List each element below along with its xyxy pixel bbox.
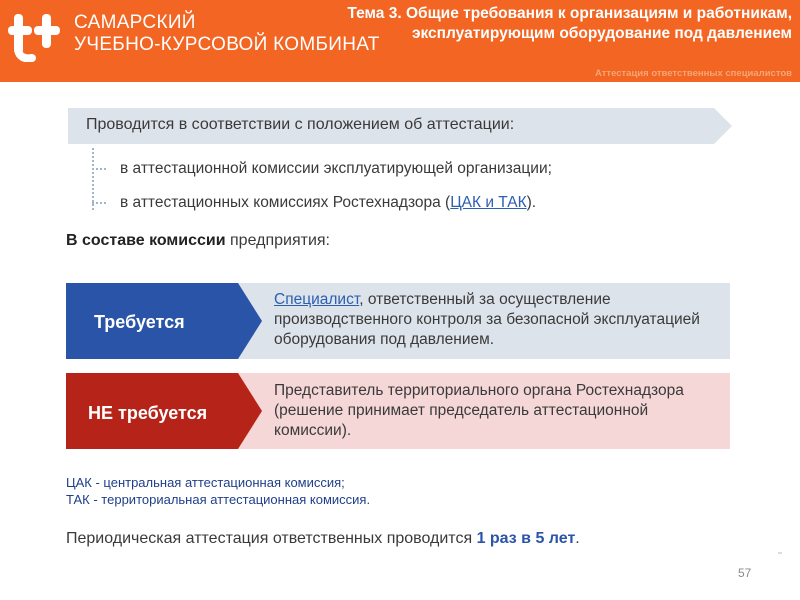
required-description: , ответственный за осуществление производственного контроля за безопасной эксплуатацией оборудования под давлением.	[274, 291, 700, 348]
dotted-bullet-icon	[92, 168, 106, 170]
not-required-text: Представитель территориального органа Ростехнадзора (решение принимает председатель аттестационной комиссии).	[274, 382, 684, 439]
dotted-bullet-icon	[92, 202, 106, 204]
composition-bold: В составе комиссии	[66, 232, 226, 249]
composition-rest: предприятия:	[225, 232, 330, 249]
topic-title: Тема 3. Общие требования к организациям и работникам, эксплуатирующим оборудование под давлением	[347, 5, 792, 42]
abbreviation-cak: ЦАК - центральная аттестационная комиссия;	[66, 475, 345, 490]
required-tag-arrow	[238, 283, 262, 359]
required-tag-label: Требуется	[94, 312, 185, 332]
logo-line-2: УЧЕБНО-КУРСОВОЙ КОМБИНАТ	[74, 34, 380, 55]
periodic-end: .	[575, 530, 580, 547]
topic-subtitle: Аттестация ответственных специалистов	[595, 68, 792, 79]
header-bar	[0, 0, 800, 82]
required-text	[274, 290, 714, 350]
not-required-tag-label: НЕ требуется	[88, 403, 208, 423]
abbreviation-tak: ТАК - территориальная аттестационная комиссия.	[66, 492, 371, 507]
page-number: 57	[738, 566, 752, 580]
abbreviations	[66, 474, 370, 508]
periodic-note	[66, 530, 580, 548]
logo-line-1: САМАРСКИЙ	[74, 12, 196, 33]
not-required-tag-arrow	[238, 373, 262, 449]
decorative-mark	[778, 552, 782, 554]
company-logo	[8, 8, 380, 68]
logo-mark-icon	[8, 10, 66, 62]
specialist-link[interactable]: Специалист	[274, 291, 360, 308]
periodic-highlight: 1 раз в 5 лет	[476, 530, 576, 547]
bullet-connector	[92, 148, 94, 210]
bullet-2-suffix: ).	[526, 194, 537, 211]
conducted-band-arrow	[714, 108, 732, 144]
composition-heading	[66, 232, 330, 250]
bullet-text-1: в аттестационной комиссии эксплуатирующей организации;	[120, 160, 552, 177]
cak-tak-link[interactable]: ЦАК и ТАК	[450, 194, 527, 211]
bullet-text-2	[120, 194, 536, 212]
conducted-heading: Проводится в соответствии с положением об аттестации:	[86, 116, 515, 133]
bullet-2-prefix: в аттестационных комиссиях Ростехнадзора (	[120, 194, 451, 211]
periodic-text: Периодическая аттестация ответственных проводится	[66, 530, 477, 547]
